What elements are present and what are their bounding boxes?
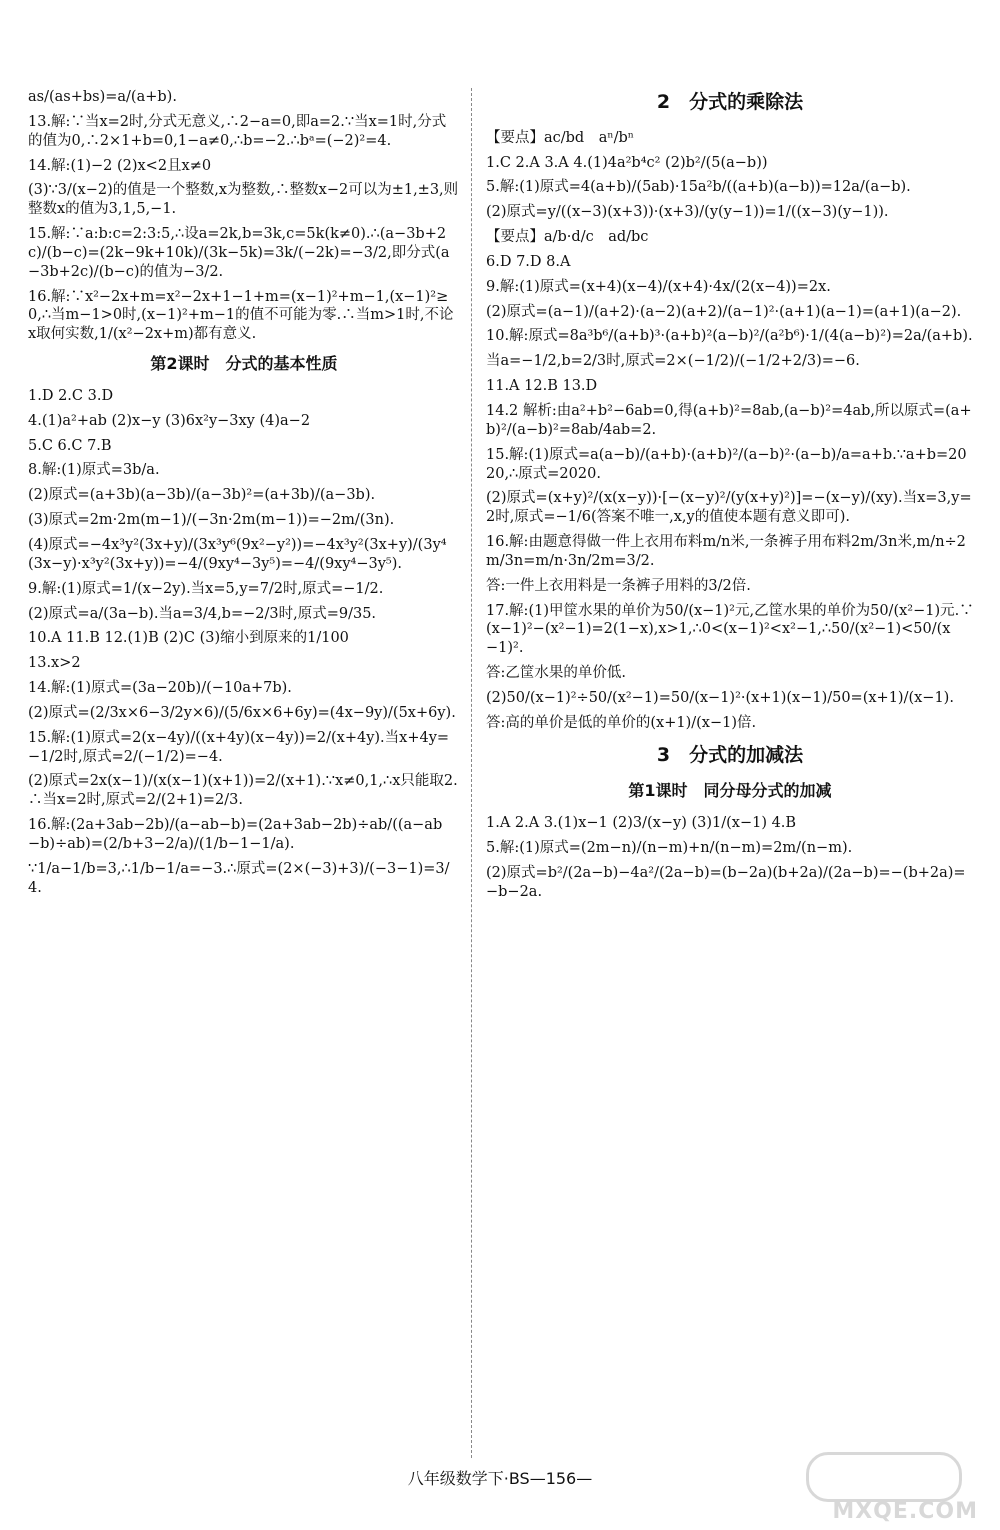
answer-line: 6.D 7.D 8.A bbox=[486, 253, 571, 270]
answer-line: (2)原式=(2/3x×6−3/2y×6)/(5/6x×6+6y)=(4x−9y)/(5x+6y). bbox=[28, 704, 456, 721]
answer-line: (2)50/(x−1)²÷50/(x²−1)=50/(x−1)²·(x+1)(x−1)/50=(x+1)/(x−1). bbox=[486, 689, 954, 706]
watermark-text: MXQE.COM bbox=[832, 1499, 978, 1524]
answer-line: 11.A 12.B 13.D bbox=[486, 378, 598, 395]
answer-line: (2)原式=2x(x−1)/(x(x−1)(x+1))=2/(x+1).∵x≠0,1,∴x只能取2.∴当x=2时,原式=2/(2+1)=2/3. bbox=[28, 773, 458, 809]
answer-line: 9.解:(1)原式=1/(x−2y).当x=5,y=7/2时,原式=−1/2. bbox=[28, 580, 384, 597]
answer-line: 9.解:(1)原式=(x+4)(x−4)/(x+4)·4x/(2(x−4))=2x. bbox=[486, 278, 831, 295]
answer-line: 10.解:原式=8a³b⁶/(a+b)³·(a+b)²(a−b)²/(a²b⁶)·1/(4(a−b)²)=2a/(a+b). bbox=[486, 328, 973, 345]
answer-line: (2)原式=y/((x−3)(x+3))·(x+3)/(y(y−1))=1/((x−3)(y−1)). bbox=[486, 204, 889, 221]
answer-line: 14.解:(1)原式=(3a−20b)/(−10a+7b). bbox=[28, 680, 292, 697]
answer-line: (2)原式=(x+y)²/(x(x−y))·[−(x−y)²/(y(x+y)²)]=−(x−y)/(xy).当x=3,y=2时,原式=−1/6(答案不唯一,x,y的值使本题有意义即可). bbox=[486, 490, 972, 526]
left-column bbox=[28, 88, 460, 1460]
section-title-2: 3 分式的加减法 bbox=[656, 743, 804, 766]
answer-line: 15.解:(1)原式=2(x−4y)/((x+4y)(x−4y))=2/(x+4y).当x+4y=−1/2时,原式=2/(−1/2)=−4. bbox=[28, 729, 450, 765]
answer-line: 4.(1)a²+ab (2)x−y (3)6x²y−3xy (4)a−2 bbox=[28, 412, 311, 429]
answer-line: 8.解:(1)原式=3b/a. bbox=[28, 462, 160, 479]
answer-line: (2)原式=a/(3a−b).当a=3/4,b=−2/3时,原式=9/35. bbox=[28, 605, 377, 622]
answer-line: 答:乙筐水果的单价低. bbox=[486, 665, 626, 682]
section-title: 2 分式的乘除法 bbox=[656, 91, 804, 113]
column-divider bbox=[471, 88, 472, 1458]
answer-line: 1.C 2.A 3.A 4.(1)4a²b⁴c² (2)b²/(5(a−b)) bbox=[486, 154, 768, 171]
answer-line: 15.解:∵a:b:c=2:3:5,∴设a=2k,b=3k,c=5k(k≠0).∴(a−3b+2c)/(b−c)=(2k−9k+10k)/(3k−5k)=3k/(−2k)=−3/2,即分式(a−3b+2c)/(b−c)的值为−3/2. bbox=[28, 226, 450, 280]
answer-line: 16.解:(2a+3ab−2b)/(a−ab−b)=(2a+3ab−2b)÷ab/((a−ab−b)÷ab)=(2/b+3−2/a)/(1/b−1−1/a). bbox=[28, 817, 443, 852]
answer-line: 1.D 2.C 3.D bbox=[28, 387, 114, 404]
answer-line: 14.2 解析:由a²+b²−6ab=0,得(a+b)²=8ab,(a−b)²=4ab,所以原式=(a+b)²/(a−b)²=8ab/4ab=2. bbox=[486, 402, 972, 438]
answer-line: (4)原式=−4x³y²(3x+y)/(3x³y⁶(9x²−y²))=−4x³y²(3x+y)/(3y⁴(3x−y)·x³y²(3x+y))=−4/(9xy⁴−3y⁵)=−4/(9xy⁴−3y⁵). bbox=[28, 536, 447, 572]
answer-line: 【要点】ac/bd aⁿ/bⁿ bbox=[486, 129, 635, 146]
answer-line: 13.x>2 bbox=[28, 655, 81, 672]
watermark-seal-icon bbox=[806, 1452, 962, 1502]
answer-line: (2)原式=(a−1)/(a+2)·(a−2)(a+2)/(a−1)²·(a+1)(a−1)=(a+1)(a−2). bbox=[486, 303, 962, 320]
answer-line: 5.C 6.C 7.B bbox=[28, 437, 112, 454]
answer-line: 5.解:(1)原式=4(a+b)/(5ab)·15a²b/((a+b)(a−b))=12a/(a−b). bbox=[486, 179, 911, 196]
answer-line: (2)原式=b²/(2a−b)−4a²/(2a−b)=(b−2a)(b+2a)/(2a−b)=−(b+2a)=−b−2a. bbox=[486, 864, 966, 900]
page-footer: 八年级数学下·BS—156— bbox=[407, 1469, 593, 1488]
answer-line: 16.解:由题意得做一件上衣用布料m/n米,一条裤子用布料2m/3n米,m/n÷2m/3n=m/n·3n/2m=3/2. bbox=[486, 534, 966, 569]
answer-line: 14.解:(1)−2 (2)x<2且x≠0 bbox=[28, 157, 212, 174]
answer-line: 16.解:∵x²−2x+m=x²−2x+1−1+m=(x−1)²+m−1,(x−1)²≥0,∴当m−1>0时,(x−1)²+m−1的值不可能为零.∴当m>1时,不论x取何实数,1/(x²−2x+m)都有意义. bbox=[28, 288, 454, 343]
watermark-logo bbox=[798, 1452, 978, 1524]
answer-line: (3)∵3/(x−2)的值是一个整数,x为整数,∴整数x−2可以为±1,±3,则整数x的值为3,1,5,−1. bbox=[28, 182, 459, 218]
answer-line: 5.解:(1)原式=(2m−n)/(n−m)+n/(n−m)=2m/(n−m). bbox=[486, 839, 853, 856]
answer-line: 答:高的单价是低的单价的(x+1)/(x−1)倍. bbox=[486, 714, 757, 731]
right-column bbox=[486, 88, 974, 1460]
answer-line: 10.A 11.B 12.(1)B (2)C (3)缩小到原来的1/100 bbox=[28, 630, 349, 647]
lesson-title: 第2课时 分式的基本性质 bbox=[150, 354, 338, 374]
answer-line: 15.解:(1)原式=a(a−b)/(a+b)·(a+b)²/(a−b)²·(a−b)/a=a+b.∵a+b=2020,∴原式=2020. bbox=[486, 446, 967, 482]
answer-line: 1.A 2.A 3.(1)x−1 (2)3/(x−y) (3)1/(x−1) 4.B bbox=[486, 815, 797, 832]
answer-line: as/(as+bs)=a/(a+b). bbox=[28, 89, 177, 105]
lesson-title-2: 第1课时 同分母分式的加减 bbox=[628, 781, 832, 801]
answer-line: 【要点】a/b·d/c ad/bc bbox=[486, 229, 649, 246]
answer-line: ∵1/a−1/b=3,∴1/b−1/a=−3.∴原式=(2×(−3)+3)/(−3−1)=3/4. bbox=[28, 860, 450, 896]
answer-line: 13.解:∵当x=2时,分式无意义,∴2−a=0,即a=2.∵当x=1时,分式的值为0,∴2×1+b=0,1−a≠0,∴b=−2.∴bᵃ=(−2)²=4. bbox=[28, 113, 447, 149]
answer-line: 17.解:(1)甲筐水果的单价为50/(x−1)²元,乙筐水果的单价为50/(x²−1)元.∵(x−1)²−(x²−1)=2(1−x),x>1,∴0<(x−1)²<x²−1,∴50/(x²−1)<50/(x−1)². bbox=[486, 602, 974, 657]
answer-line: (3)原式=2m·2m(m−1)/(−3n·2m(m−1))=−2m/(3n). bbox=[28, 512, 395, 529]
answer-line: (2)原式=(a+3b)(a−3b)/(a−3b)²=(a+3b)/(a−3b). bbox=[28, 487, 376, 504]
answer-line: 答:一件上衣用料是一条裤子用料的3/2倍. bbox=[486, 577, 751, 594]
answer-line: 当a=−1/2,b=2/3时,原式=2×(−1/2)/(−1/2+2/3)=−6. bbox=[486, 353, 860, 370]
